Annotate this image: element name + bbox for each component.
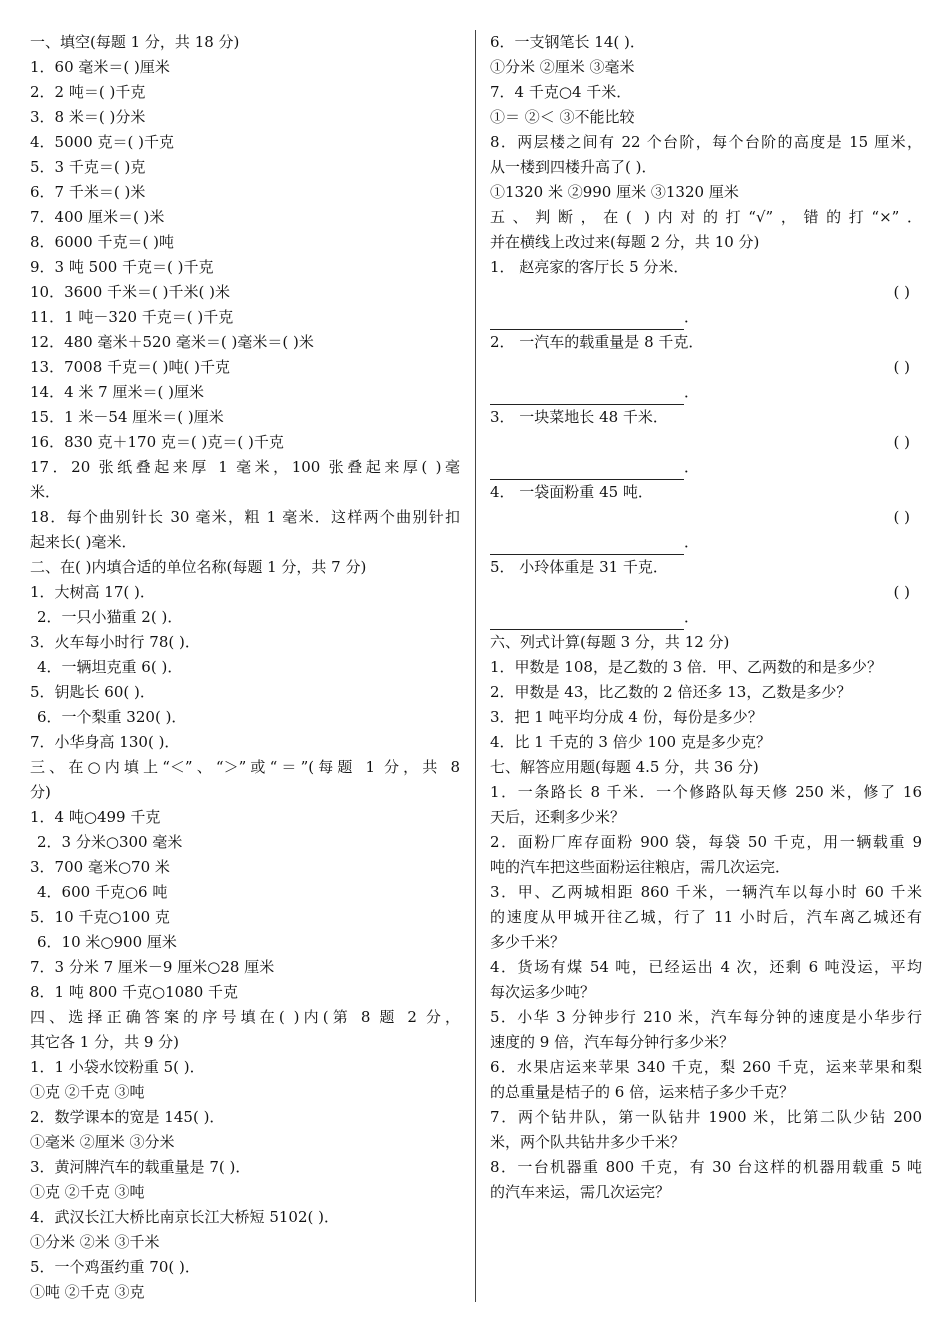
- underline: [490, 612, 684, 630]
- text-line: 4．一辆坦克重 6( )．: [37, 658, 183, 676]
- text-line: 2．甲数是 43，比乙数的 2 倍还多 13，乙数是多少？: [490, 683, 852, 701]
- text-line: 3．火车每小时行 78( )．: [30, 633, 200, 651]
- text-line: 米，两个队共钻井多少千米？: [490, 1133, 686, 1151]
- underline: [490, 462, 684, 480]
- text-line: 3．8 米＝( )分米: [30, 108, 146, 126]
- text-line: 五、判断，在( )内对的打“√”，错的打“×”．: [490, 208, 922, 226]
- text-line: 4．货场有煤 54 吨，已经运出 4 次，还剩 6 吨没运，平均: [490, 958, 922, 976]
- text-line: 分): [30, 783, 51, 801]
- underline: [490, 387, 684, 405]
- judge-bracket: ( ): [893, 358, 910, 376]
- column-divider: [475, 30, 476, 1302]
- text-line: 4．比 1 千克的 3 倍少 100 克是多少克？: [490, 733, 771, 751]
- text-line: 1．大树高 17( )．: [30, 583, 155, 601]
- text-line: 8．1 吨 800 千克○1080 千克: [30, 983, 239, 1001]
- text-line: 18．每个曲别针长 30 毫米，粗 1 毫米．这样两个曲别针扣: [30, 508, 460, 526]
- text-line: ①克 ②千克 ③吨: [30, 1083, 145, 1101]
- text-line: 4．600 千克○6 吨: [37, 883, 168, 901]
- text-line: 11．1 吨－320 千克＝( )千克: [30, 308, 234, 326]
- text-line: 5． 小玲体重是 31 千克．: [490, 558, 668, 576]
- judge-bracket: ( ): [893, 583, 910, 601]
- text-line: 二、在( )内填合适的单位名称(每题 1 分，共 7 分): [30, 558, 367, 576]
- text-line: ①分米 ②米 ③千米: [30, 1233, 160, 1251]
- answer-blank-line: [490, 380, 922, 405]
- period: ．: [684, 458, 700, 476]
- text-line: 的速度从甲城开往乙城，行了 11 小时后，汽车离乙城还有: [490, 908, 922, 926]
- text-line: 起来长( )毫米．: [30, 533, 137, 551]
- text-line: 吨的汽车把这些面粉运往粮店，需几次运完．: [490, 858, 791, 876]
- text-line: ①毫米 ②厘米 ③分米: [30, 1133, 175, 1151]
- text-line: 每次运多少吨？: [490, 983, 596, 1001]
- text-line: 2．3 分米○300 毫米: [37, 833, 183, 851]
- text-line: 7．4 千克○4 千米．: [490, 83, 632, 101]
- text-line: 1．甲数是 108，是乙数的 3 倍．甲、乙两数的和是多少？: [490, 658, 883, 676]
- text-line: 17．20 张纸叠起来厚 1 毫米，100 张叠起来厚( )毫: [30, 458, 460, 476]
- text-line: 的汽车来运，需几次运完？: [490, 1183, 671, 1201]
- underline: [490, 537, 684, 555]
- text-line: 13．7008 千克＝( )吨( )千克: [30, 358, 230, 376]
- text-line: 1． 赵亮家的客厅长 5 分米．: [490, 258, 689, 276]
- period: ．: [684, 533, 700, 551]
- text-line: 速度的 9 倍，汽车每分钟行多少米？: [490, 1033, 735, 1051]
- text-line: ①1320 米 ②990 厘米 ③1320 厘米: [490, 183, 739, 201]
- text-line: 3．700 毫米○70 米: [30, 858, 170, 876]
- text-line: 7．3 分米 7 厘米－9 厘米○28 厘米: [30, 958, 275, 976]
- text-line: 3．把 1 吨平均分成 4 份，每份是多少？: [490, 708, 763, 726]
- answer-blank-line: [490, 605, 922, 630]
- text-line: 5．10 千克○100 克: [30, 908, 170, 926]
- text-line: 4． 一袋面粉重 45 吨．: [490, 483, 653, 501]
- text-line: 多少千米？: [490, 933, 566, 951]
- text-line: 8．一台机器重 800 千克，有 30 台这样的机器用载重 5 吨: [490, 1158, 922, 1176]
- text-line: 14．4 米 7 厘米＝( )厘米: [30, 383, 204, 401]
- text-line: ①吨 ②千克 ③克: [30, 1283, 145, 1301]
- text-line: 10．3600 千米＝( )千米( )米: [30, 283, 230, 301]
- text-line: 6．10 米○900 厘米: [37, 933, 177, 951]
- text-line: 1．60 毫米＝( )厘米: [30, 58, 170, 76]
- text-line: 2． 一汽车的载重量是 8 千克．: [490, 333, 704, 351]
- text-line: 四、选择正确答案的序号填在( )内(第 8 题 2 分，: [30, 1008, 460, 1026]
- text-line: 4．武汉长江大桥比南京长江大桥短 5102( )．: [30, 1208, 339, 1226]
- text-line: 的总重量是桔子的 6 倍，运来桔子多少千克？: [490, 1083, 795, 1101]
- text-line: 6．一支钢笔长 14( )．: [490, 33, 645, 51]
- text-line: 7．两个钻井队，第一队钻井 1900 米，比第二队少钻 200: [490, 1108, 922, 1126]
- text-line: 5．一个鸡蛋约重 70( )．: [30, 1258, 200, 1276]
- text-line: 9．3 吨 500 千克＝( )千克: [30, 258, 214, 276]
- text-line: 一、填空(每题 1 分，共 18 分): [30, 33, 240, 51]
- text-line: 3．甲、乙两城相距 860 千米，一辆汽车以每小时 60 千米: [490, 883, 922, 901]
- text-line: 5．3 千克＝( )克: [30, 158, 146, 176]
- text-line: 3． 一块菜地长 48 千米．: [490, 408, 668, 426]
- text-line: 6．一个梨重 320( )．: [37, 708, 187, 726]
- text-line: 其它各 1 分，共 9 分): [30, 1033, 180, 1051]
- text-line: 并在横线上改过来(每题 2 分，共 10 分): [490, 233, 760, 251]
- text-line: 8．两层楼之间有 22 个台阶，每个台阶的高度是 15 厘米，: [490, 133, 922, 151]
- text-line: 1．4 吨○499 千克: [30, 808, 161, 826]
- text-line: 2．2 吨＝( )千克: [30, 83, 146, 101]
- text-line: 米．: [30, 483, 61, 501]
- text-line: 4．5000 克＝( )千克: [30, 133, 174, 151]
- text-line: 7．小华身高 130( )．: [30, 733, 180, 751]
- text-line: 1．1 小袋水饺粉重 5( )．: [30, 1058, 205, 1076]
- text-line: 6．水果店运来苹果 340 千克，梨 260 千克，运来苹果和梨: [490, 1058, 922, 1076]
- text-line: ①克 ②千克 ③吨: [30, 1183, 145, 1201]
- period: ．: [684, 308, 700, 326]
- text-line: 天后，还剩多少米？: [490, 808, 626, 826]
- answer-blank-line: [490, 455, 922, 480]
- text-line: 1．一条路长 8 千米．一个修路队每天修 250 米，修了 16: [490, 783, 922, 801]
- text-line: 2．数学课本的宽是 145( )．: [30, 1108, 225, 1126]
- text-line: 8．6000 千克＝( )吨: [30, 233, 174, 251]
- text-line: 6．7 千米＝( )米: [30, 183, 146, 201]
- text-line: 5．钥匙长 60( )．: [30, 683, 155, 701]
- right-column: [490, 30, 922, 1205]
- answer-blank-line: [490, 530, 922, 555]
- judge-bracket: ( ): [893, 508, 910, 526]
- judge-bracket: ( ): [893, 283, 910, 301]
- text-line: 2．面粉厂库存面粉 900 袋，每袋 50 千克，用一辆载重 9: [490, 833, 922, 851]
- underline: [490, 312, 684, 330]
- text-line: 三、在○内填上“＜”、“＞”或“＝”(每题 1 分，共 8: [30, 758, 460, 776]
- text-line: 7．400 厘米＝( )米: [30, 208, 165, 226]
- text-line: 16．830 克＋170 克＝( )克＝( )千克: [30, 433, 284, 451]
- left-column: [30, 30, 460, 1305]
- text-line: 从一楼到四楼升高了( )．: [490, 158, 657, 176]
- text-line: ①＝ ②＜ ③不能比较: [490, 108, 635, 126]
- text-line: 12．480 毫米＋520 毫米＝( )毫米＝( )米: [30, 333, 314, 351]
- period: ．: [684, 383, 700, 401]
- period: ．: [684, 608, 700, 626]
- text-line: 六、列式计算(每题 3 分，共 12 分): [490, 633, 730, 651]
- answer-blank-line: [490, 305, 922, 330]
- text-line: 15．1 米－54 厘米＝( )厘米: [30, 408, 224, 426]
- text-line: 2．一只小猫重 2( )．: [37, 608, 183, 626]
- text-line: 5．小华 3 分钟步行 210 米，汽车每分钟的速度是小华步行: [490, 1008, 922, 1026]
- text-line: 七、解答应用题(每题 4.5 分，共 36 分): [490, 758, 759, 776]
- text-line: 3．黄河牌汽车的载重量是 7( )．: [30, 1158, 251, 1176]
- judge-bracket: ( ): [893, 433, 910, 451]
- text-line: ①分米 ②厘米 ③毫米: [490, 58, 635, 76]
